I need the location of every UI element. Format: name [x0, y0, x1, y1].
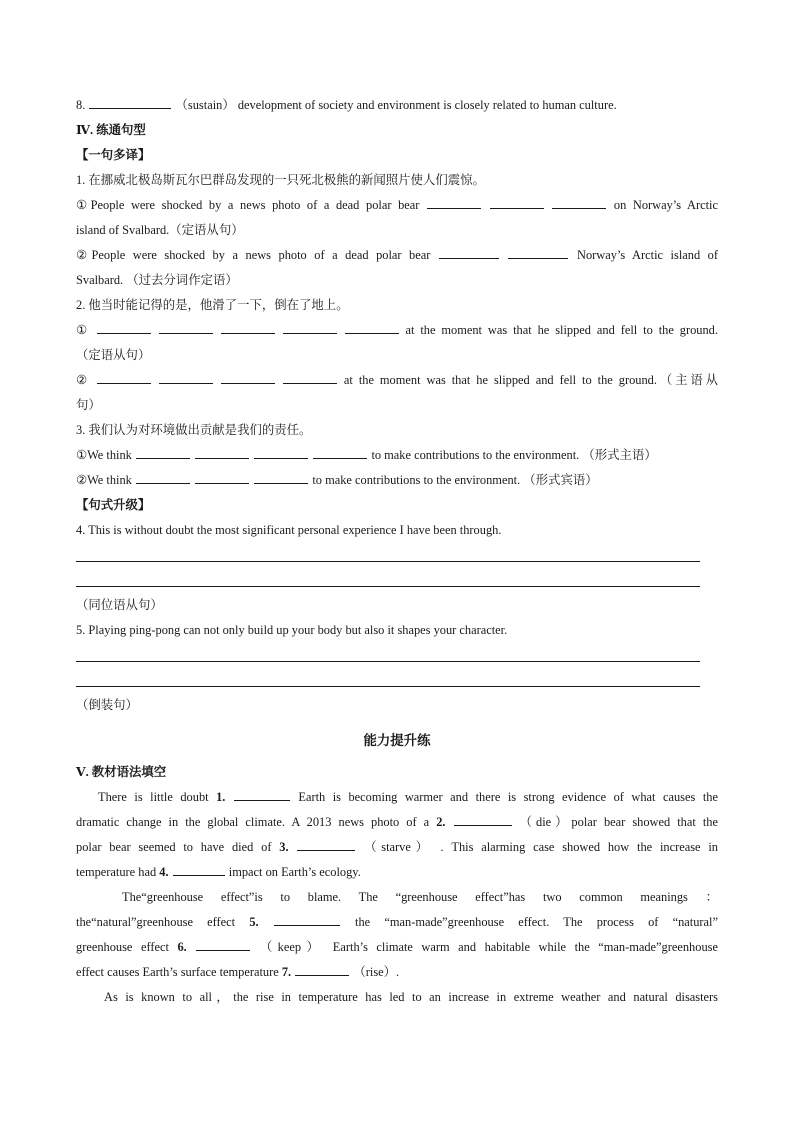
- text: （die）polar bear showed that the: [519, 815, 718, 829]
- item4-prompt: 4. This is without doubt the most significant personal experience I have been through.: [76, 523, 502, 537]
- text: greenhouse effect: [76, 940, 169, 954]
- item2-a-blank-1[interactable]: [97, 321, 151, 334]
- item3-a-blank-2[interactable]: [195, 446, 249, 459]
- item3-b-end: to make contributions to the environment. （形式宾语）: [312, 473, 598, 487]
- item1-a-blank-3[interactable]: [552, 196, 606, 209]
- item2-a-blank-3[interactable]: [221, 321, 275, 334]
- passage-line-6: [76, 912, 718, 932]
- item2-a-start: ①: [76, 323, 90, 337]
- subsection-sentence-upgrade: 【句式升级】: [76, 498, 151, 512]
- question-8: [76, 95, 718, 115]
- item2-b-end: at the moment was that he slipped and fell to the ground.（主语从: [343, 373, 719, 387]
- item2-a-blank-5[interactable]: [345, 321, 399, 334]
- blank-number-4: 4.: [159, 865, 169, 879]
- text: As is known to all，the rise in temperature has led to an increase in extreme weather and natural disasters: [104, 990, 718, 1004]
- item3-b-blank-1[interactable]: [136, 471, 190, 484]
- item5-prompt: 5. Playing ping-pong can not only build up your body but also it shapes your character.: [76, 623, 508, 637]
- item1-b-line2: Svalbard. （过去分词作定语）: [76, 273, 238, 287]
- blank-number-1: 1.: [216, 790, 226, 804]
- item5-answer-line-1[interactable]: [76, 661, 700, 662]
- section-5-title: Ⅴ. 教材语法填空: [76, 765, 167, 779]
- passage-blank-1[interactable]: [234, 788, 290, 801]
- item2-b-blank-1[interactable]: [97, 371, 151, 384]
- text: the “man-made”greenhouse effect. The process of “natural”: [355, 915, 718, 929]
- q8-hint: （sustain）: [175, 98, 235, 112]
- text: （starve） . This alarming case showed how the increase in: [364, 840, 718, 854]
- passage-blank-4[interactable]: [173, 863, 225, 876]
- blank-number-6: 6.: [177, 940, 187, 954]
- item1-prompt: 1. 在挪威北极岛斯瓦尔巴群岛发现的一只死北极熊的新闻照片使人们震惊。: [76, 173, 485, 187]
- item2-b-start: ②: [76, 373, 90, 387]
- text: the“natural”greenhouse effect: [76, 915, 236, 929]
- passage-blank-5[interactable]: [274, 913, 340, 926]
- section-4-title: Ⅳ. 练通句型: [76, 123, 146, 137]
- q8-number: 8.: [76, 98, 86, 112]
- item2-b-blank-4[interactable]: [283, 371, 337, 384]
- q8-blank[interactable]: [89, 96, 171, 109]
- text: effect causes Earth’s surface temperature: [76, 965, 279, 979]
- blank-number-3: 3.: [279, 840, 289, 854]
- text: There is little doubt: [98, 790, 209, 804]
- item3-answer-b: [76, 470, 718, 490]
- blank-number-2: 2.: [436, 815, 446, 829]
- item3-b-start: ②We think: [76, 473, 132, 487]
- page-heading: 能力提升练: [363, 733, 431, 748]
- item3-prompt: 3. 我们认为对环境做出贡献是我们的责任。: [76, 423, 312, 437]
- item2-b-blank-2[interactable]: [159, 371, 213, 384]
- text: Earth is becoming warmer and there is strong evidence of what causes the: [298, 790, 718, 804]
- text: （keep） Earth’s climate warm and habitable while the “man-made”greenhouse: [259, 940, 718, 954]
- blank-number-7: 7.: [281, 965, 292, 979]
- subsection-multi-translation: 【一句多译】: [76, 148, 151, 162]
- item5-answer-line-2[interactable]: [76, 686, 700, 687]
- item2-a-line2: （定语从句）: [76, 348, 151, 362]
- passage-line-1: [76, 787, 718, 807]
- passage-line-3: [76, 837, 718, 857]
- item1-answer-b: [76, 245, 718, 265]
- item1-b-blank-1[interactable]: [439, 246, 499, 259]
- passage-line-8: [76, 962, 718, 982]
- blank-number-5: 5.: [249, 915, 259, 929]
- item4-note: （同位语从句）: [76, 598, 163, 612]
- passage-blank-6[interactable]: [196, 938, 250, 951]
- item2-b-line2: 句）: [76, 398, 101, 412]
- passage-blank-2[interactable]: [454, 813, 512, 826]
- item1-a-start: ①People were shocked by a news photo of a dead polar bear: [76, 198, 420, 212]
- text: （rise）.: [353, 965, 400, 979]
- item3-a-end: to make contributions to the environment. （形式主语）: [371, 448, 657, 462]
- item2-a-blank-2[interactable]: [159, 321, 213, 334]
- passage-line-5: [76, 887, 718, 907]
- item2-prompt: 2. 他当时能记得的是，他滑了一下，倒在了地上。: [76, 298, 349, 312]
- item2-answer-b: [76, 370, 718, 390]
- item2-answer-a: [76, 320, 718, 340]
- item4-answer-line-2[interactable]: [76, 586, 700, 587]
- item1-a-end: on Norway’s Arctic: [613, 198, 718, 212]
- item3-answer-a: [76, 445, 718, 465]
- passage-line-2: [76, 812, 718, 832]
- text: dramatic change in the global climate. A 2013 news photo of a: [76, 815, 430, 829]
- item2-a-blank-4[interactable]: [283, 321, 337, 334]
- passage-blank-7[interactable]: [295, 963, 349, 976]
- item1-b-blank-2[interactable]: [508, 246, 568, 259]
- item3-a-blank-3[interactable]: [254, 446, 308, 459]
- item1-b-end: Norway’s Arctic island of: [577, 248, 719, 262]
- item3-a-blank-4[interactable]: [313, 446, 367, 459]
- passage-blank-3[interactable]: [297, 838, 355, 851]
- passage-line-9: [76, 987, 718, 1007]
- item3-b-blank-3[interactable]: [254, 471, 308, 484]
- text: The“greenhouse effect”is to blame. The “greenhouse effect”has two common meanings ：: [122, 890, 718, 904]
- item2-a-end: at the moment was that he slipped and fell to the ground.: [405, 323, 718, 337]
- text: polar bear seemed to have died of: [76, 840, 272, 854]
- q8-rest: development of society and environment is closely related to human culture.: [237, 98, 617, 112]
- item1-a-blank-2[interactable]: [490, 196, 544, 209]
- item4-answer-line-1[interactable]: [76, 561, 700, 562]
- text: impact on Earth’s ecology.: [228, 865, 361, 879]
- item3-a-start: ①We think: [76, 448, 132, 462]
- item1-a-line2: island of Svalbard.（定语从句）: [76, 223, 244, 237]
- passage-line-4: [76, 862, 718, 882]
- item1-answer-a: [76, 195, 718, 215]
- item2-b-blank-3[interactable]: [221, 371, 275, 384]
- passage-line-7: [76, 937, 718, 957]
- item1-b-start: ②People were shocked by a news photo of a dead polar bear: [76, 248, 431, 262]
- item3-a-blank-1[interactable]: [136, 446, 190, 459]
- item3-b-blank-2[interactable]: [195, 471, 249, 484]
- item5-note: （倒装句）: [76, 698, 138, 712]
- text: temperature had: [76, 865, 157, 879]
- item1-a-blank-1[interactable]: [427, 196, 481, 209]
